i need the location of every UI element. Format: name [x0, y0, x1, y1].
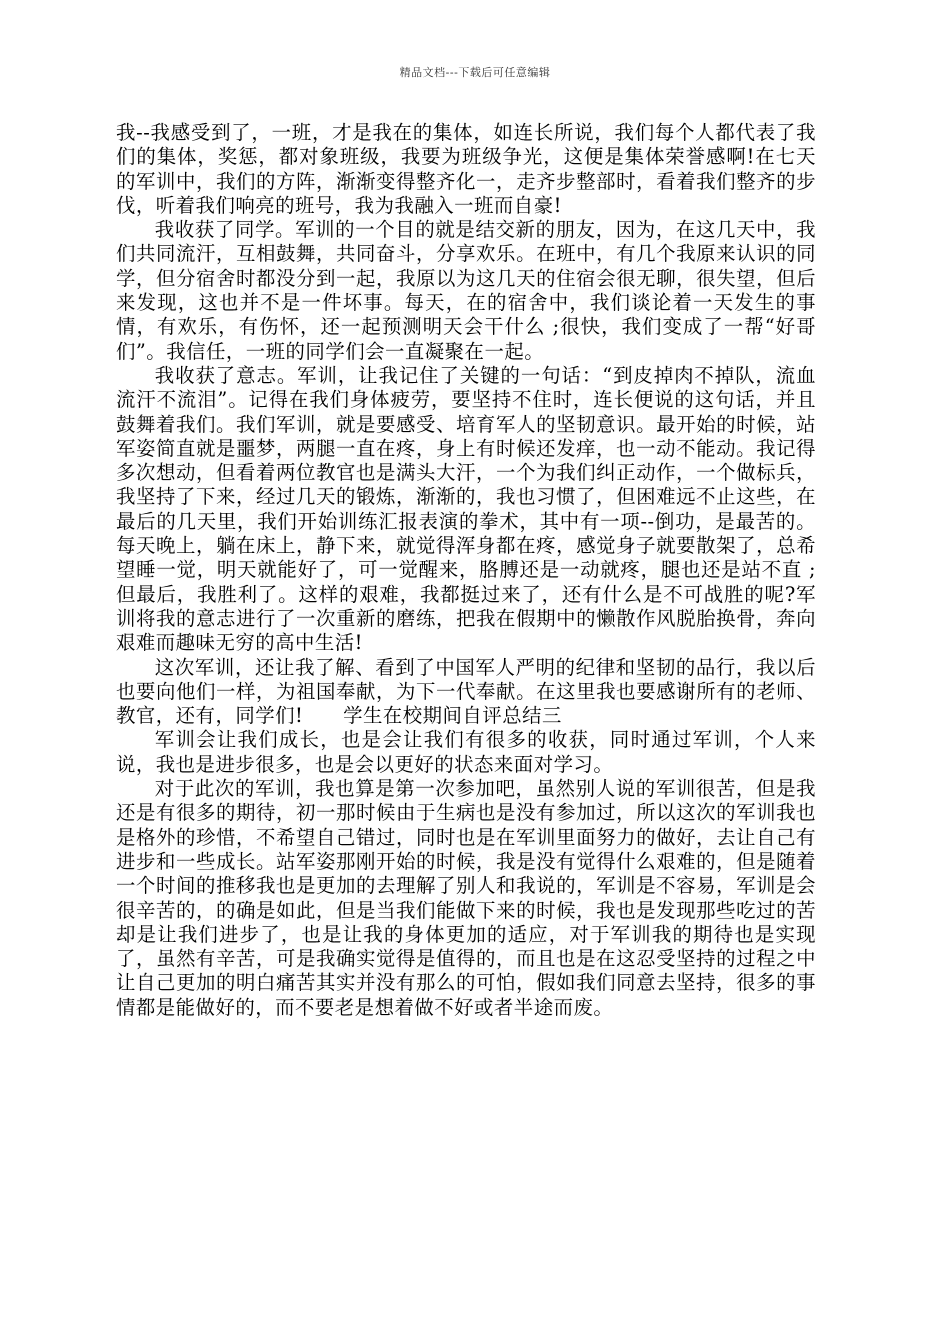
paragraph-4: 这次军训，还让我了解、看到了中国军人严明的纪律和坚韧的品行，我以后也要向他们一样，为祖国奉献，为下一代奉献。在这里我也要感谢所有的老师、教官，还有，同学们! 学生在校期间自评总结三 [116, 655, 816, 728]
paragraph-1: 我--我感受到了，一班，才是我在的集体，如连长所说，我们每个人都代表了我们的集体，奖惩，都对象班级，我要为班级争光，这便是集体荣誉感啊!在七天的军训中，我们的方阵，渐渐变得整齐化一，走齐步整部时，看着我们整齐的步伐，听着我们响亮的班号，我为我融入一班而自豪! [116, 121, 816, 217]
document-body [116, 121, 816, 1020]
page-header: 精品文档---下载后可任意编辑 [399, 66, 551, 79]
paragraph-5: 军训会让我们成长，也是会让我们有很多的收获，同时通过军训，个人来说，我也是进步很多，也是会以更好的状态来面对学习。 [116, 728, 816, 776]
paragraph-6: 对于此次的军训，我也算是第一次参加吧，虽然别人说的军训很苦，但是我还是有很多的期待，初一那时候由于生病也是没有参加过，所以这次的军训我也是格外的珍惜，不希望自己错过，同时也是在军训里面努力的做好，去让自己有进步和一些成长。站军姿那刚开始的时候，我是没有觉得什么艰难的，但是随着一个时间的推移我也是更加的去理解了别人和我说的，军训是不容易，军训是会很辛苦的，的确是如此，但是当我们能做下来的时候，我也是发现那些吃过的苦却是让我们进步了，也是让我的身体更加的适应，对于军训我的期待也是实现了，虽然有辛苦，可是我确实觉得是值得的，而且也是在这忍受坚持的过程之中让自己更加的明白痛苦其实并没有那么的可怕，假如我们同意去坚持，很多的事情都是能做好的，而不要老是想着做不好或者半途而废。 [116, 777, 816, 1019]
paragraph-2: 我收获了同学。军训的一个目的就是结交新的朋友，因为，在这几天中，我们共同流汗，互相鼓舞，共同奋斗，分享欢乐。在班中，有几个我原来认识的同学，但分宿舍时都没分到一起，我原以为这几天的住宿会很无聊，很失望，但后来发现，这也并不是一件坏事。每天，在的宿舍中，我们谈论着一天发生的事情，有欢乐，有伤怀，还一起预测明天会干什么 ;很快，我们变成了一帮“好哥们”。我信任，一班的同学们会一直凝聚在一起。 [116, 218, 816, 363]
paragraph-3: 我收获了意志。军训，让我记住了关键的一句话：“到皮掉肉不掉队，流血流汗不流泪”。记得在我们身体疲劳，要坚持不住时，连长便说的这句话，并且鼓舞着我们。我们军训，就是要感受、培育军人的坚韧意识。最开始的时候，站军姿简直就是噩梦，两腿一直在疼，身上有时候还发痒，也一动不能动。我记得多次想动，但看着两位教官也是满头大汗，一个为我们纠正动作，一个做标兵，我坚持了下来，经过几天的锻炼，渐渐的，我也习惯了，但困难远不止这些，在最后的几天里，我们开始训练汇报表演的拳术，其中有一项--倒功，是最苦的。每天晚上，躺在床上，静下来，就觉得浑身都在疼，感觉身子就要散架了，总希望睡一觉，明天就能好了，可一觉醒来，胳膊还是一动就疼，腿也还是站不直 ;但最后，我胜利了。这样的艰难，我都挺过来了，还有什么是不可战胜的呢?军训将我的意志进行了一次重新的磨练，把我在假期中的懒散作风脱胎换骨，奔向艰难而趣味无穷的高中生活! [116, 363, 816, 655]
